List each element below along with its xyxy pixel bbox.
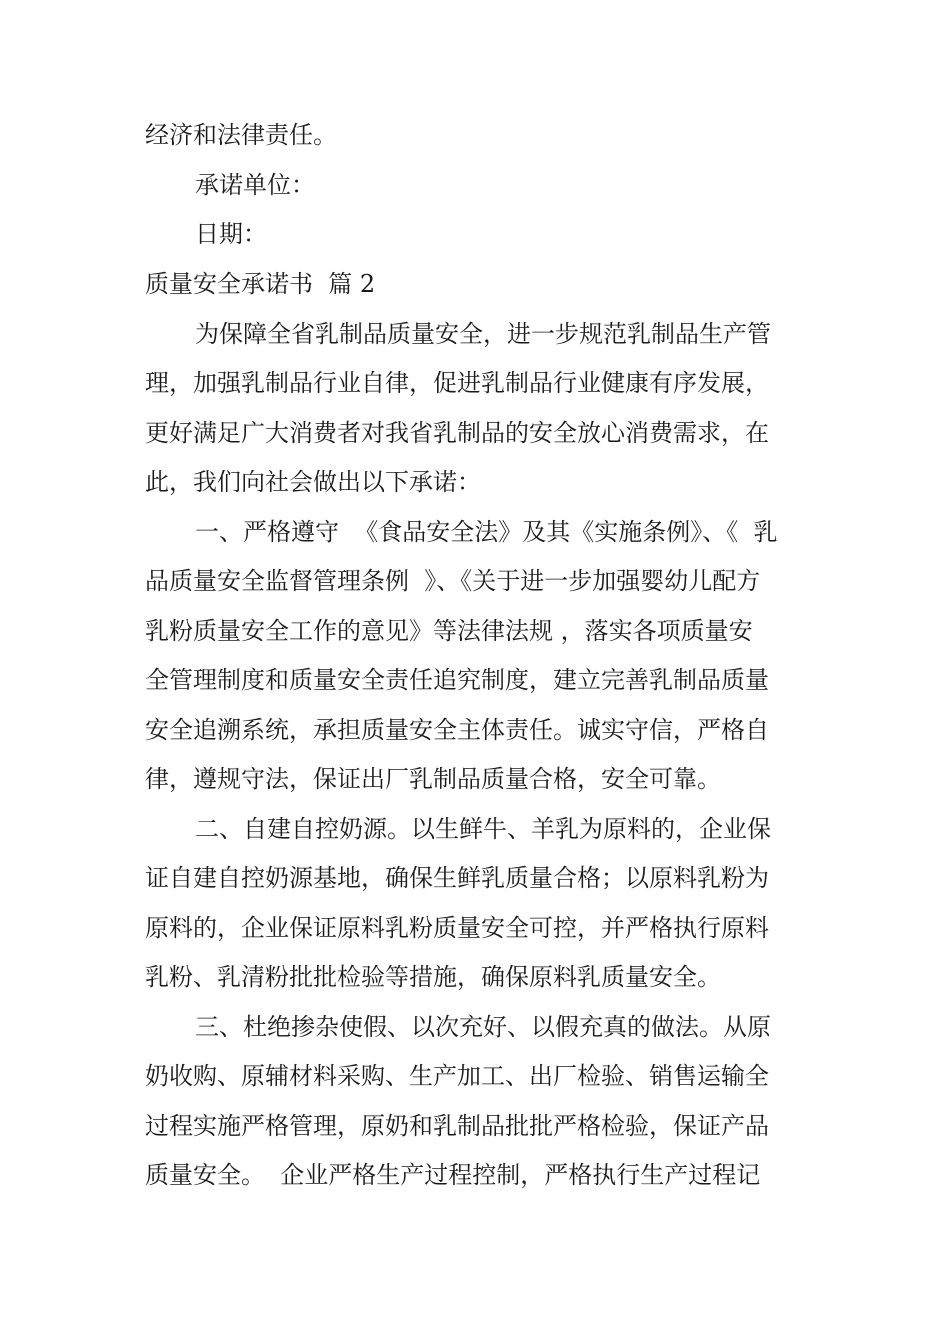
paragraph-3-line: 过程实施严格管理，原奶和乳制品批批严格检验，保证产品: [145, 1112, 769, 1140]
paragraph-1-line: 乳粉质量安全工作的意见》等法律法规 ，落实各项质量安: [145, 617, 753, 645]
paragraph-3-line: 奶收购、原辅材料采购、生产加工、出厂检验、销售运输全: [145, 1062, 769, 1090]
paragraph-1-line: 一、严格遵守 《食品安全法》及其《实施条例》、《 乳: [195, 518, 778, 546]
paragraph-1-line: 律，遵规守法，保证出厂乳制品质量合格，安全可靠。: [145, 765, 721, 793]
paragraph-intro-line: 此，我们向社会做出以下承诺：: [145, 468, 481, 496]
paragraph-3-line: 三、杜绝掺杂使假、以次充好、以假充真的做法。从原: [195, 1013, 771, 1041]
section-heading: 质量安全承诺书 篇 2: [145, 270, 376, 298]
text-line: 经济和法律责任。: [145, 121, 337, 149]
paragraph-1-line: 安全追溯系统，承担质量安全主体责任。诚实守信，严格自: [145, 716, 769, 744]
paragraph-intro-line: 理，加强乳制品行业自律，促进乳制品行业健康有序发展，: [145, 369, 769, 397]
paragraph-3-line: 质量安全。 企业严格生产过程控制，严格执行生产过程记: [145, 1161, 761, 1189]
paragraph-2-line: 二、自建自控奶源。以生鲜牛、羊乳为原料的，企业保: [195, 815, 771, 843]
date-label: 日期：: [195, 220, 267, 248]
paragraph-2-line: 证自建自控奶源基地，确保生鲜乳质量合格；以原料乳粉为: [145, 864, 769, 892]
paragraph-intro-line: 更好满足广大消费者对我省乳制品的安全放心消费需求，在: [145, 419, 769, 447]
paragraph-intro-line: 为保障全省乳制品质量安全，进一步规范乳制品生产管: [195, 320, 771, 348]
paragraph-1-line: 全管理制度和质量安全责任追究制度，建立完善乳制品质量: [145, 666, 769, 694]
promisor-label: 承诺单位：: [195, 171, 315, 199]
paragraph-2-line: 乳粉、乳清粉批批检验等措施，确保原料乳质量安全。: [145, 963, 721, 991]
paragraph-1-line: 品质量安全监督管理条例 》、《关于进一步加强婴幼儿配方: [145, 567, 761, 595]
paragraph-2-line: 原料的，企业保证原料乳粉质量安全可控，并严格执行原料: [145, 914, 769, 942]
